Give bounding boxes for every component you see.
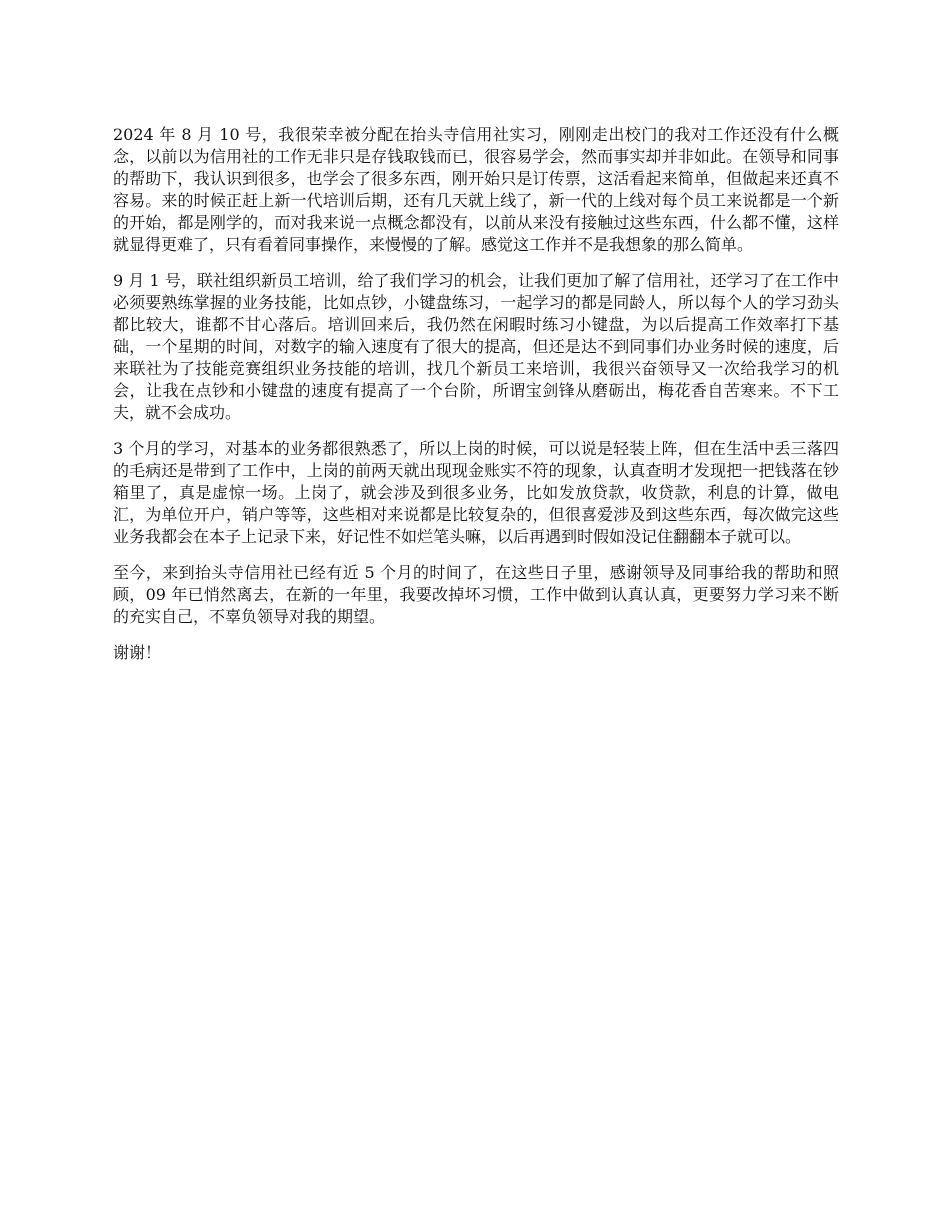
paragraph-thanks: 谢谢！ (113, 643, 162, 662)
paragraph-on-duty: 3 个月的学习，对基本的业务都很熟悉了，所以上岗的时候，可以说是轻装上阵，但在生活中丢三落四的毛病还是带到了工作中，上岗的前两天就出现现金账实不符的现象，认真查明才发现把一把钱落在钞箱里了，真是虚惊一场。上岗了，就会涉及到很多业务，比如发放贷款，收贷款，利息的计算，做电汇，为单位开户，销户等等，这些相对来说都是比较复杂的，但很喜爱涉及到这些东西，每次做完这些业务我都会在本子上记录下来，好记性不如烂笔头嘛，以后再遇到时假如没记住翻翻本子就可以。 (113, 439, 839, 546)
paragraph-training: 9 月 1 号，联社组织新员工培训，给了我们学习的机会，让我们更加了解了信用社，还学习了在工作中必须要熟练掌握的业务技能，比如点钞，小键盘练习，一起学习的都是同龄人，所以每个人的学习劲头都比较大，谁都不甘心落后。培训回来后，我仍然在闲暇时练习小键盘，为以后提高工作效率打下基础，一个星期的时间，对数字的输入速度有了很大的提高，但还是达不到同事们办业务时候的速度，后来联社为了技能竞赛组织业务技能的培训，找几个新员工来培训，我很兴奋领导又一次给我学习的机会，让我在点钞和小键盘的速度有提高了一个台阶，所谓宝剑锋从磨砺出，梅花香自苦寒来。不下工夫，就不会成功。 (113, 271, 839, 422)
paragraph-summary: 至今，来到抬头寺信用社已经有近 5 个月的时间了，在这些日子里，感谢领导及同事给我的帮助和照顾，09 年已悄然离去，在新的一年里，我要改掉坏习惯，工作中做到认真认真，更要努力学习来不断的充实自己，不辜负领导对我的期望。 (113, 563, 839, 626)
paragraph-internship-start: 2024 年 8 月 10 号，我很荣幸被分配在抬头寺信用社实习，刚刚走出校门的我对工作还没有什么概念，以前以为信用社的工作无非只是存钱取钱而已，很容易学会，然而事实却并非如此。在领导和同事的帮助下，我认识到很多，也学会了很多东西，刚开始只是订传票，这活看起来简单，但做起来还真不容易。来的时候正赶上新一代培训后期，还有几天就上线了，新一代的上线对每个员工来说都是一个新的开始，都是刚学的，而对我来说一点概念都没有，以前从来没有接触过这些东西，什么都不懂，这样就显得更难了，只有看着同事操作，来慢慢的了解。感觉这工作并不是我想象的那么简单。 (113, 125, 839, 254)
document-body (113, 124, 839, 678)
